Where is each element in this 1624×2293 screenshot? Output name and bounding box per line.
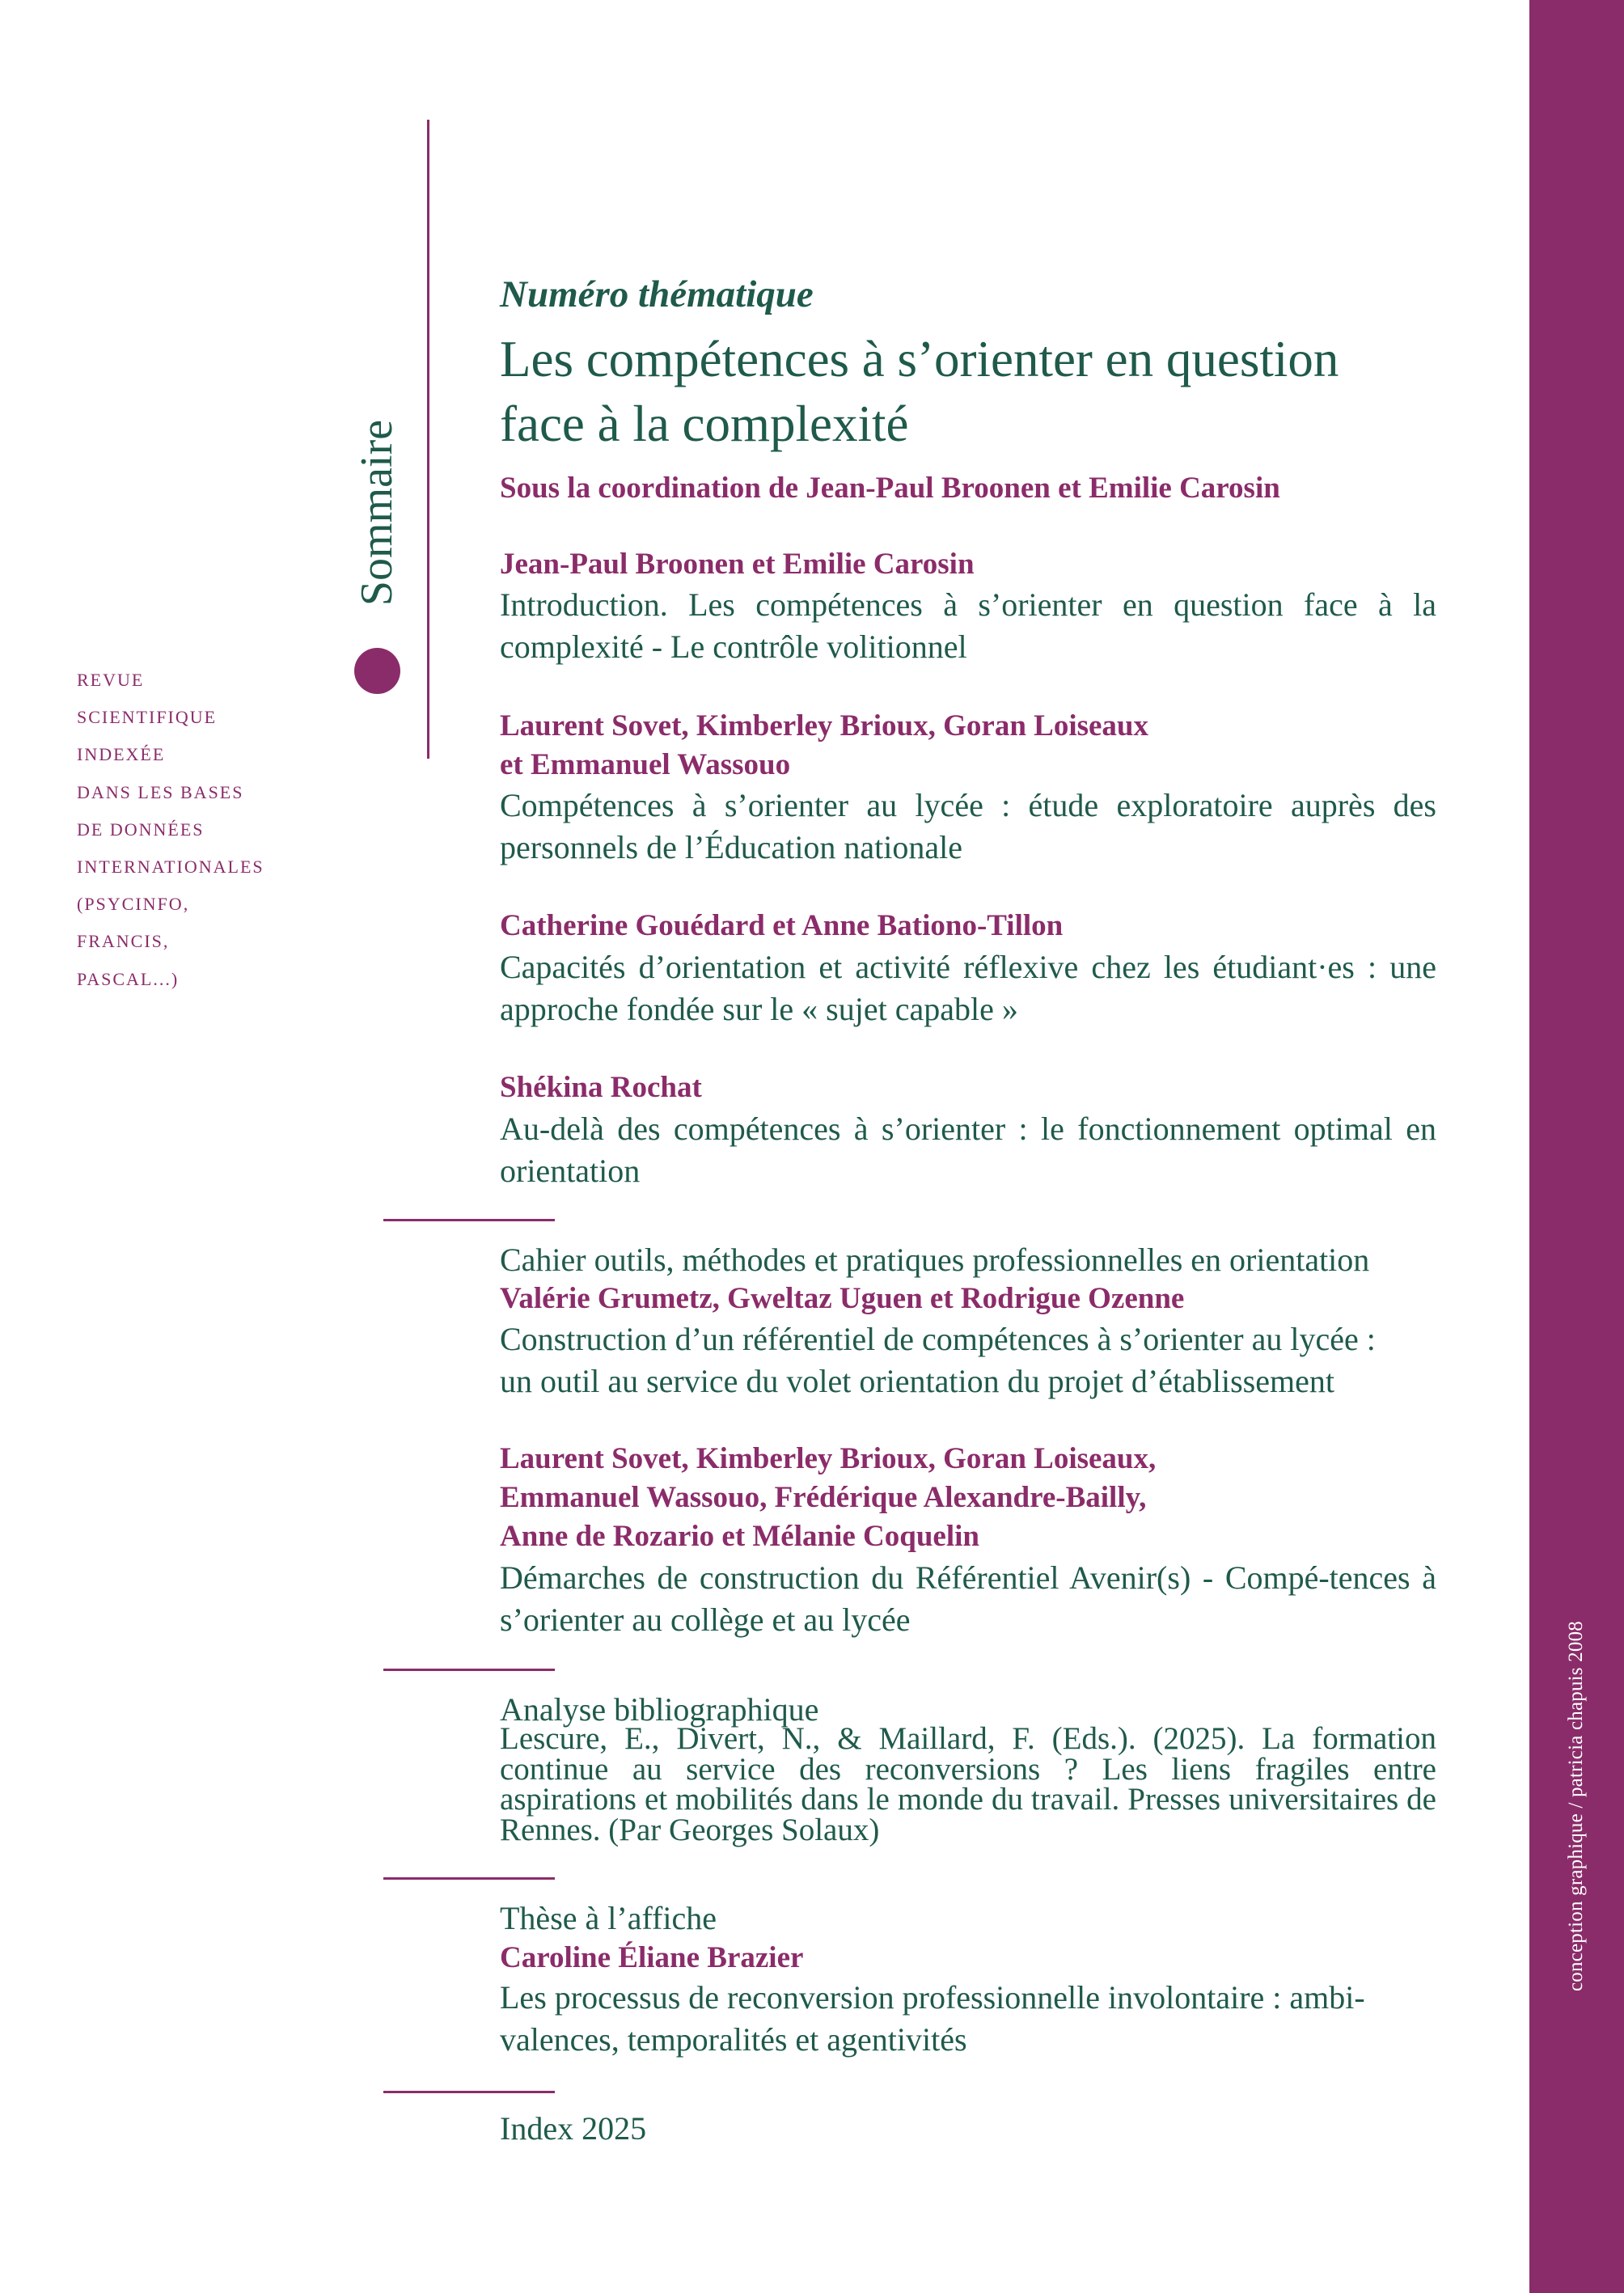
bullet-dot — [354, 648, 400, 694]
article-title — [500, 1318, 1436, 1402]
revue-line: SCIENTIFIQUE — [77, 707, 218, 728]
index-label: Index 2025 — [500, 2110, 647, 2147]
revue-line: REVUE — [77, 670, 145, 690]
article-authors: Anne de Rozario et Mélanie Coquelin — [500, 1520, 979, 1553]
revue-line: FRANCIS, — [77, 931, 170, 952]
article-title-line: un outil au service du volet orientation du projet d’établissement — [500, 1363, 1334, 1399]
these-title — [500, 1977, 1436, 2061]
article-authors: Emmanuel Wassouo, Frédérique Alexandre-Bailly, — [500, 1481, 1147, 1514]
biblio-heading: Analyse bibliographique — [500, 1691, 819, 1728]
revue-line: DANS LES BASES — [77, 781, 244, 802]
design-credit: conception graphique / patricia chapuis 2008 — [1565, 1621, 1587, 1991]
article-authors: Valérie Grumetz, Gweltaz Uguen et Rodrigue Ozenne — [500, 1282, 1185, 1315]
article-title-line: Construction d’un référentiel de compétences à s’orienter au lycée : — [500, 1321, 1376, 1357]
article-authors: et Emmanuel Wassouo — [500, 748, 791, 781]
theme-title — [500, 327, 1470, 456]
article-authors: Laurent Sovet, Kimberley Brioux, Goran Loiseaux — [500, 709, 1149, 742]
revue-line: INTERNATIONALES — [77, 857, 264, 878]
these-author: Caroline Éliane Brazier — [500, 1941, 804, 1974]
these-heading: Thèse à l’affiche — [500, 1900, 717, 1936]
revue-line: (PSYCINFO, — [77, 894, 190, 915]
sommaire-label: Sommaire — [352, 419, 402, 607]
journal-indexing-note — [77, 662, 264, 998]
revue-line: DE DONNÉES — [77, 819, 205, 840]
these-title-line: Les processus de reconversion professionnelle involontaire : ambi- — [500, 1979, 1365, 2016]
vertical-rule — [427, 120, 429, 759]
theme-title-line: face à la complexité — [500, 396, 909, 452]
revue-line: PASCAL...) — [77, 968, 180, 989]
article-authors: Catherine Gouédard et Anne Bationo-Tillon — [500, 909, 1064, 942]
article-title: Démarches de construction du Référentiel Avenir(s) - Compé-tences à s’orienter au collège et au lycée — [500, 1559, 1436, 1638]
article-title: Introduction. Les compétences à s’orienter en question face à la complexité - Le contrôle volitionnel — [500, 586, 1436, 665]
article-authors: Jean-Paul Broonen et Emilie Carosin — [500, 548, 975, 581]
biblio-reference: Lescure, E., Divert, N., & Maillard, F. (Eds.). (2025). La formation continue au service des reconversions ? Les liens fragiles entre aspirations et mobilités dans le monde du travail. Presses universitaires de Rennes. (Par Georges Solaux) — [500, 1721, 1436, 1847]
article-title: Au-delà des compétences à s’orienter : le fonctionnement optimal en orientation — [500, 1111, 1436, 1189]
theme-title-line: Les compétences à s’orienter en question — [500, 331, 1339, 387]
section-separator — [383, 1219, 555, 1221]
coordination-line: Sous la coordination de Jean-Paul Broonen et Emilie Carosin — [500, 472, 1280, 505]
article-title: Capacités d’orientation et activité réflexive chez les étudiant·es : une approche fondée sur le « sujet capable » — [500, 949, 1436, 1027]
article-authors: Laurent Sovet, Kimberley Brioux, Goran Loiseaux, — [500, 1442, 1157, 1475]
theme-kicker: Numéro thématique — [500, 273, 814, 315]
section-separator — [383, 1877, 555, 1880]
revue-line: INDEXÉE — [77, 744, 166, 765]
cahier-heading: Cahier outils, méthodes et pratiques professionnelles en orientation — [500, 1242, 1370, 1278]
article-authors: Shékina Rochat — [500, 1071, 702, 1104]
section-separator — [383, 2091, 555, 2093]
section-separator — [383, 1669, 555, 1671]
these-title-line: valences, temporalités et agentivités — [500, 2021, 967, 2058]
article-title: Compétences à s’orienter au lycée : étude exploratoire auprès des personnels de l’Éducation nationale — [500, 787, 1436, 865]
